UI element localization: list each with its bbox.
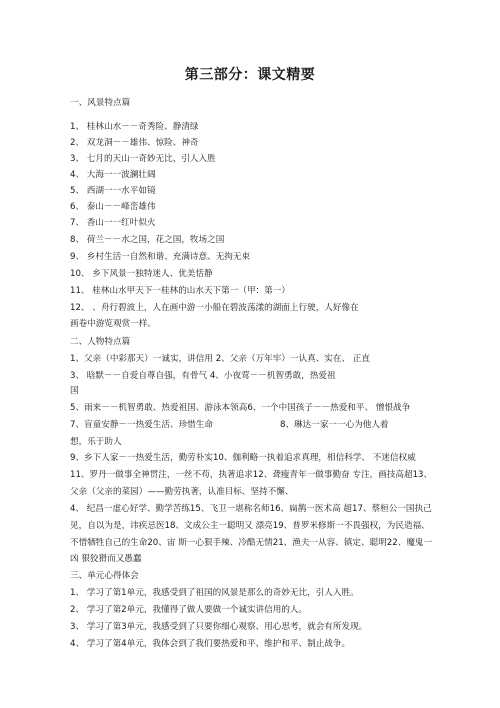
- section-heading-characters: 二、人物特点篇: [70, 337, 131, 347]
- list-item-continuation: 画卷中游览观赏一样。: [70, 319, 156, 329]
- list-item-continuation: 想，乐于助人: [70, 437, 122, 447]
- list-item: 7、盲童安静－一热爱生活、珍惜生命: [70, 420, 213, 430]
- list-item: 11、罗丹一做事全神贯注，一丝不苟，执著追求12、聋瘦青年一做事勤奋 专注，画技高超13、: [70, 470, 433, 480]
- list-item: 4、 大海一一波澜壮阔: [70, 170, 156, 180]
- list-item: 4、 纪昌一虚心好学、勤学苦练15、飞卫一堪称名师16、扁鹊一医术高 超17、蔡桓公一国执己: [70, 504, 432, 514]
- list-item: 1、 学习了第1单元，我感受到了祖国的风景是那么的奇妙无比，引人入胜。: [70, 588, 359, 598]
- list-item: 见，自以为是，讳疾忌医18、文成公主一聪明又 漂亮19、普罗米修斯一不畏强权，为民造福、: [70, 521, 430, 531]
- list-item: 1、父亲（中彩那天）一诚实，讲信用 2、父亲（万年牢）一认真、实在、 正直: [70, 354, 370, 364]
- list-item: 7、 香山一一红叶似火: [70, 218, 156, 228]
- list-item: 11、 桂林山水甲天下一桂林的山水天下第一（甲：第一）: [70, 286, 290, 296]
- list-item: 10、 乡下风景一独特迷人、优美恬静: [70, 269, 213, 279]
- list-item: 5、 西湖一一水平如镜: [70, 186, 156, 196]
- list-item: 4、 学习了第4单元，我体会到了我们要热爱和平、维护和平、制止战争。: [70, 639, 351, 649]
- list-item: 2、 双龙洞－－雄伟、惊险、神奇: [70, 138, 199, 148]
- list-item: 3、 七月的天山一奇妙无比，引人入胜: [70, 154, 216, 164]
- list-item: 8、琳达一家一一心为他人着: [280, 420, 389, 430]
- list-item: 3、 学习了第3单元，我感受到了只要你细心观察、用心思考，就会有所发现。: [70, 622, 368, 632]
- list-item: 不惜牺牲自己的生命20、宙 斯一心狠手辣、冷酷无情21、渔夫一从容、镇定、聪明22、魔鬼一: [70, 538, 433, 548]
- list-item: 父亲（父亲的菜园）——勤劳执著，认准目标、坚持不懈、: [70, 487, 294, 497]
- section-heading-scenery: 一、风景特点篇: [70, 98, 131, 108]
- list-item: 1、 桂林山水－－奇秀险、静清绿: [70, 122, 199, 132]
- list-item: 8、 荷兰－－水之国，花之国，牧场之国: [70, 235, 225, 245]
- list-item: 2、 学习了第2单元，我懂得了做人要做一个诚实讲信用的人。: [70, 605, 308, 615]
- list-item: 3、 晗默－－自爱自尊自强，有骨气 4、小夜莺－－机智勇敢，热爱祖: [70, 371, 336, 381]
- list-item-continuation: 国: [70, 386, 79, 396]
- list-item: 6、 泰山－－峰峦雄伟: [70, 202, 156, 212]
- list-item: 9、 乡村生活一自然和谐、充满诗意、无拘无束: [70, 252, 251, 262]
- list-item: 5、雨来－－机智勇敢、热爱祖国、游泳本领高6、一个中国孩子－－热爱和平、 憎恨战争: [70, 403, 411, 413]
- section-heading-reflections: 三、单元心得体会: [70, 571, 139, 581]
- list-item-continuation: 凶 狠狡猾而又愚蠢: [70, 554, 142, 564]
- page-title: 第三部分：课文精要: [184, 67, 316, 83]
- list-item: 12、 、舟行碧波上，人在画中游一小船在碧波荡漾的湖面上行驶，人好像在: [70, 303, 359, 313]
- list-item: 9、乡下人家－一热爱生活，勤劳朴实10、伽利略一执着追求真理，相信科学、 不迷信权威: [70, 453, 416, 463]
